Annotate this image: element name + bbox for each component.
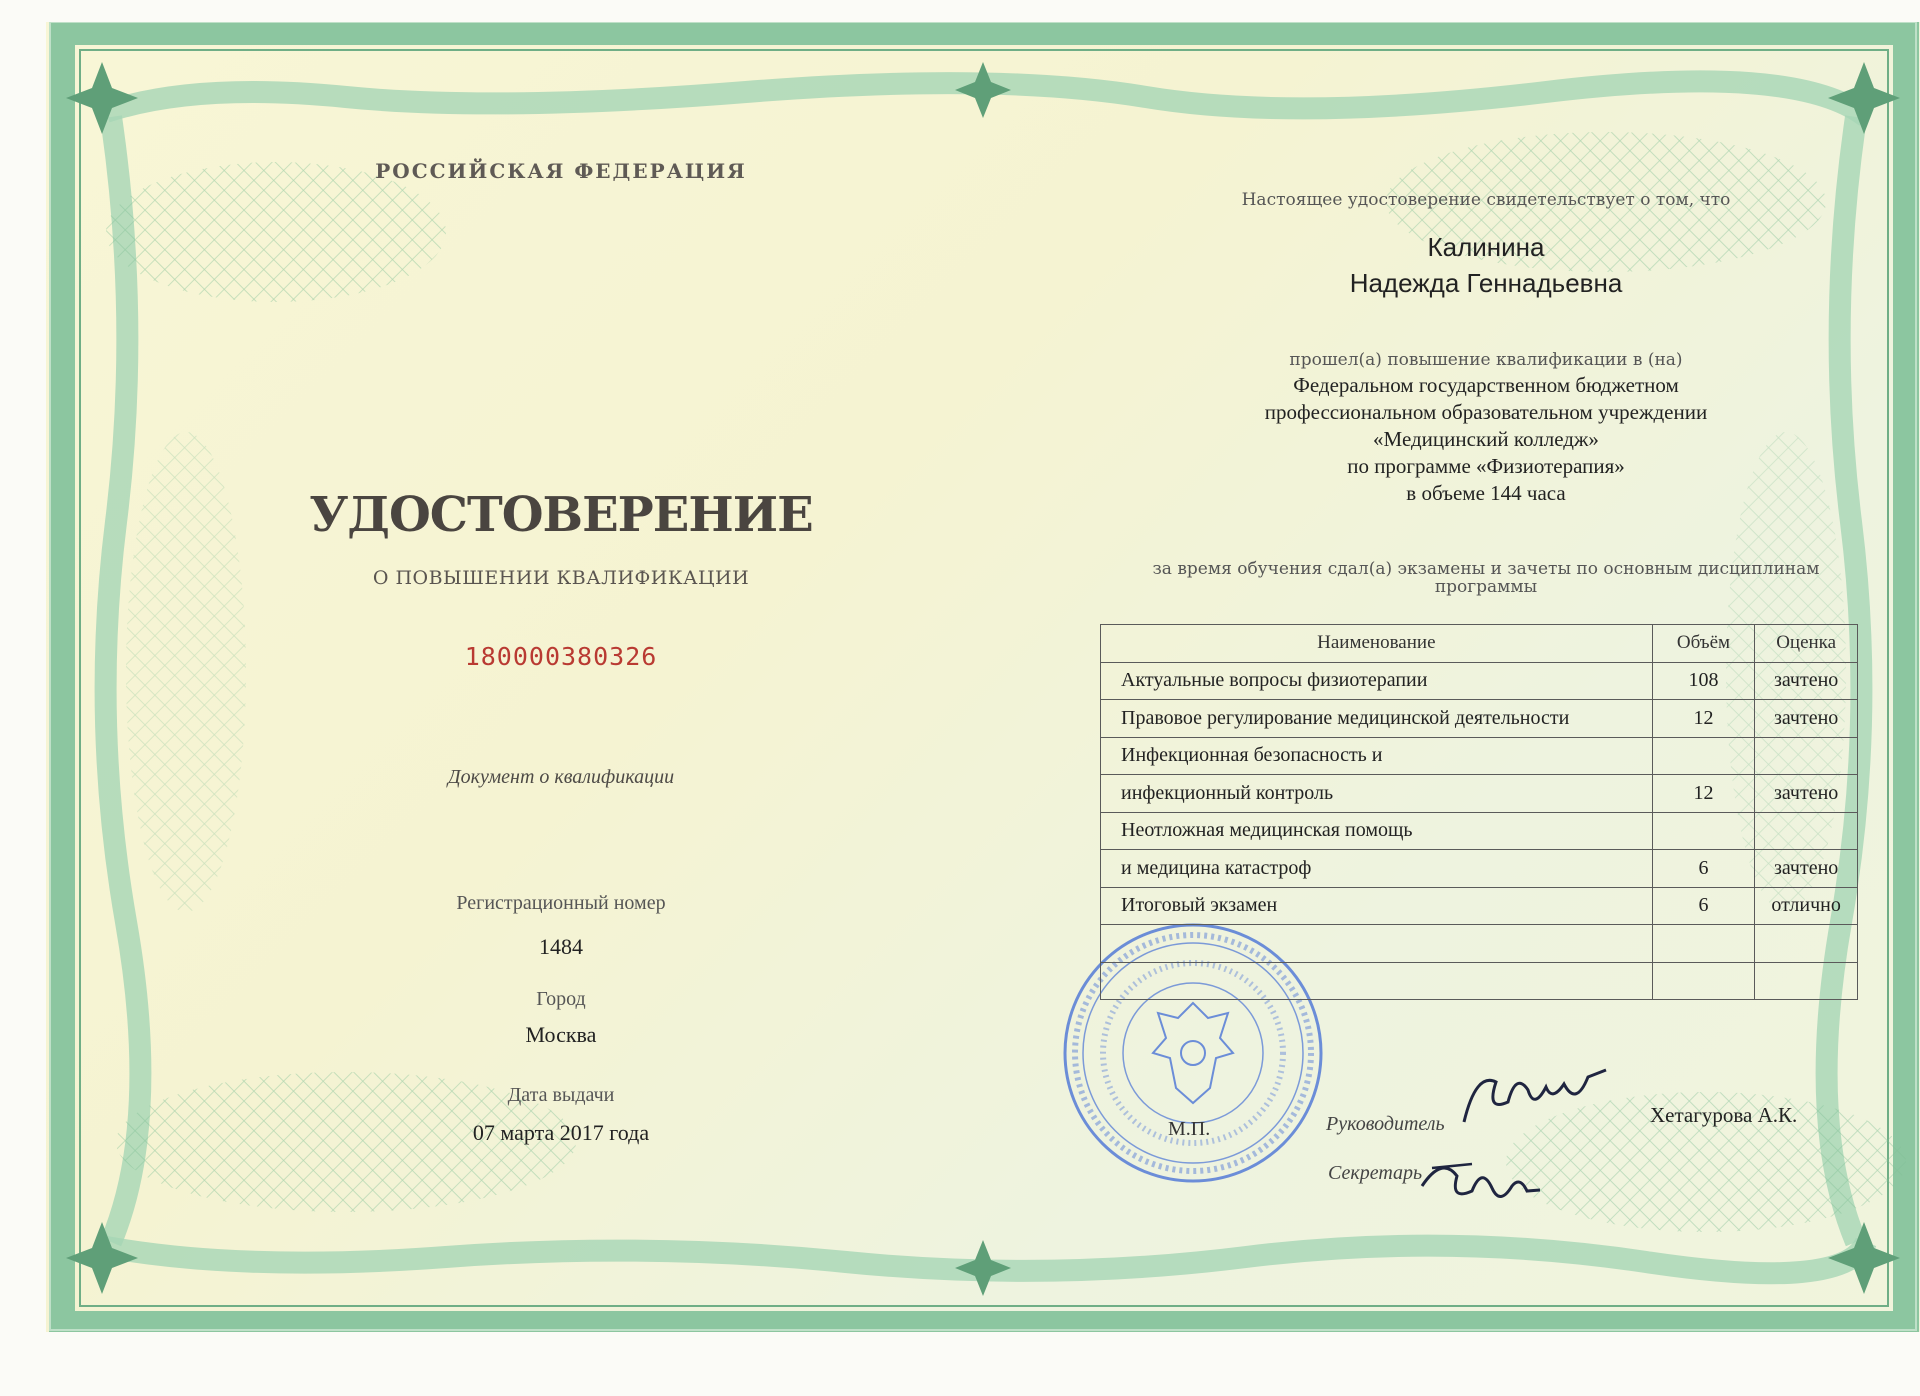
subject-name: Итоговый экзамен	[1101, 887, 1653, 925]
subject-grade: зачтено	[1755, 662, 1858, 700]
exams-intro-line: за время обучения сдал(а) экзамены и зачеты по основным дисциплинам	[1152, 559, 1820, 579]
table-row	[1101, 775, 1858, 813]
certificate-sheet	[46, 22, 1920, 1332]
table-row	[1101, 962, 1858, 1000]
organization-line: профессиональном образовательном учреждении	[1264, 400, 1708, 424]
subject-volume: 12	[1652, 775, 1755, 813]
document-title: УДОСТОВЕРЕНИЕ	[309, 487, 813, 543]
program-line: по программе «Физиотерапия»	[1347, 454, 1625, 478]
organization-line: «Медицинский колледж»	[1373, 427, 1599, 451]
subject-volume: 12	[1652, 700, 1755, 738]
stamp-place-label: М.П.	[1168, 1118, 1211, 1140]
subject-grade	[1755, 925, 1858, 963]
city-value: Москва	[525, 1022, 597, 1047]
subject-name: Актуальные вопросы физиотерапии	[1101, 662, 1653, 700]
subject-grade: зачтено	[1755, 775, 1858, 813]
city-label: Город	[536, 988, 586, 1010]
subject-volume	[1652, 962, 1755, 1000]
subject-grade: зачтено	[1755, 850, 1858, 888]
head-signature	[1456, 1062, 1616, 1132]
holder-given-names: Надежда Геннадьевна	[1349, 268, 1623, 298]
subject-grade	[1755, 812, 1858, 850]
subject-name	[1101, 925, 1653, 963]
subject-grade: отлично	[1755, 887, 1858, 925]
subject-name: инфекционный контроль	[1101, 775, 1653, 813]
head-name: Хетагурова А.К.	[1650, 1103, 1798, 1127]
subject-volume: 6	[1652, 850, 1755, 888]
secretary-signature	[1412, 1146, 1542, 1216]
subject-name	[1101, 962, 1653, 1000]
issue-date-value: 07 марта 2017 года	[472, 1120, 650, 1145]
subject-name: Неотложная медицинская помощь	[1101, 812, 1653, 850]
document-subtitle: О ПОВЫШЕНИИ КВАЛИФИКАЦИИ	[372, 567, 750, 589]
table-row	[1101, 700, 1858, 738]
header-volume: Объём	[1652, 625, 1755, 663]
table-row	[1101, 737, 1858, 775]
subject-volume: 6	[1652, 887, 1755, 925]
organization-line: Федеральном государственном бюджетном	[1293, 373, 1679, 397]
certificate-number: 180000380326	[464, 642, 658, 671]
exams-intro-line: программы	[1434, 577, 1538, 597]
header-name: Наименование	[1101, 625, 1653, 663]
registration-label: Регистрационный номер	[456, 892, 666, 914]
subject-volume	[1652, 737, 1755, 775]
table-row	[1101, 850, 1858, 888]
table-header-row	[1101, 625, 1858, 663]
table-row	[1101, 925, 1858, 963]
intro-text: Настоящее удостоверение свидетельствует о том, что	[1241, 190, 1731, 210]
registration-value: 1484	[539, 934, 583, 959]
passed-text: прошел(а) повышение квалификации в (на)	[1289, 350, 1683, 370]
subject-name: и медицина катастроф	[1101, 850, 1653, 888]
subject-name: Инфекционная безопасность и	[1101, 737, 1653, 775]
grades-table	[1100, 624, 1858, 1000]
table-row	[1101, 662, 1858, 700]
exams-intro	[1106, 560, 1866, 596]
country-name: РОССИЙСКАЯ ФЕДЕРАЦИЯ	[375, 159, 747, 183]
subject-grade	[1755, 962, 1858, 1000]
header-grade: Оценка	[1755, 625, 1858, 663]
secretary-label: Секретарь	[1328, 1162, 1423, 1184]
subject-name: Правовое регулирование медицинской деятельности	[1101, 700, 1653, 738]
subject-grade: зачтено	[1755, 700, 1858, 738]
issue-date-label: Дата выдачи	[507, 1084, 615, 1106]
subject-volume: 108	[1652, 662, 1755, 700]
holder-surname: Калинина	[1427, 232, 1545, 262]
document-type: Документ о квалификации	[447, 766, 675, 788]
subject-volume	[1652, 812, 1755, 850]
subject-volume	[1652, 925, 1755, 963]
hours-line: в объеме 144 часа	[1406, 481, 1566, 505]
head-label: Руководитель	[1326, 1113, 1445, 1135]
table-row	[1101, 887, 1858, 925]
subject-grade	[1755, 737, 1858, 775]
table-row	[1101, 812, 1858, 850]
